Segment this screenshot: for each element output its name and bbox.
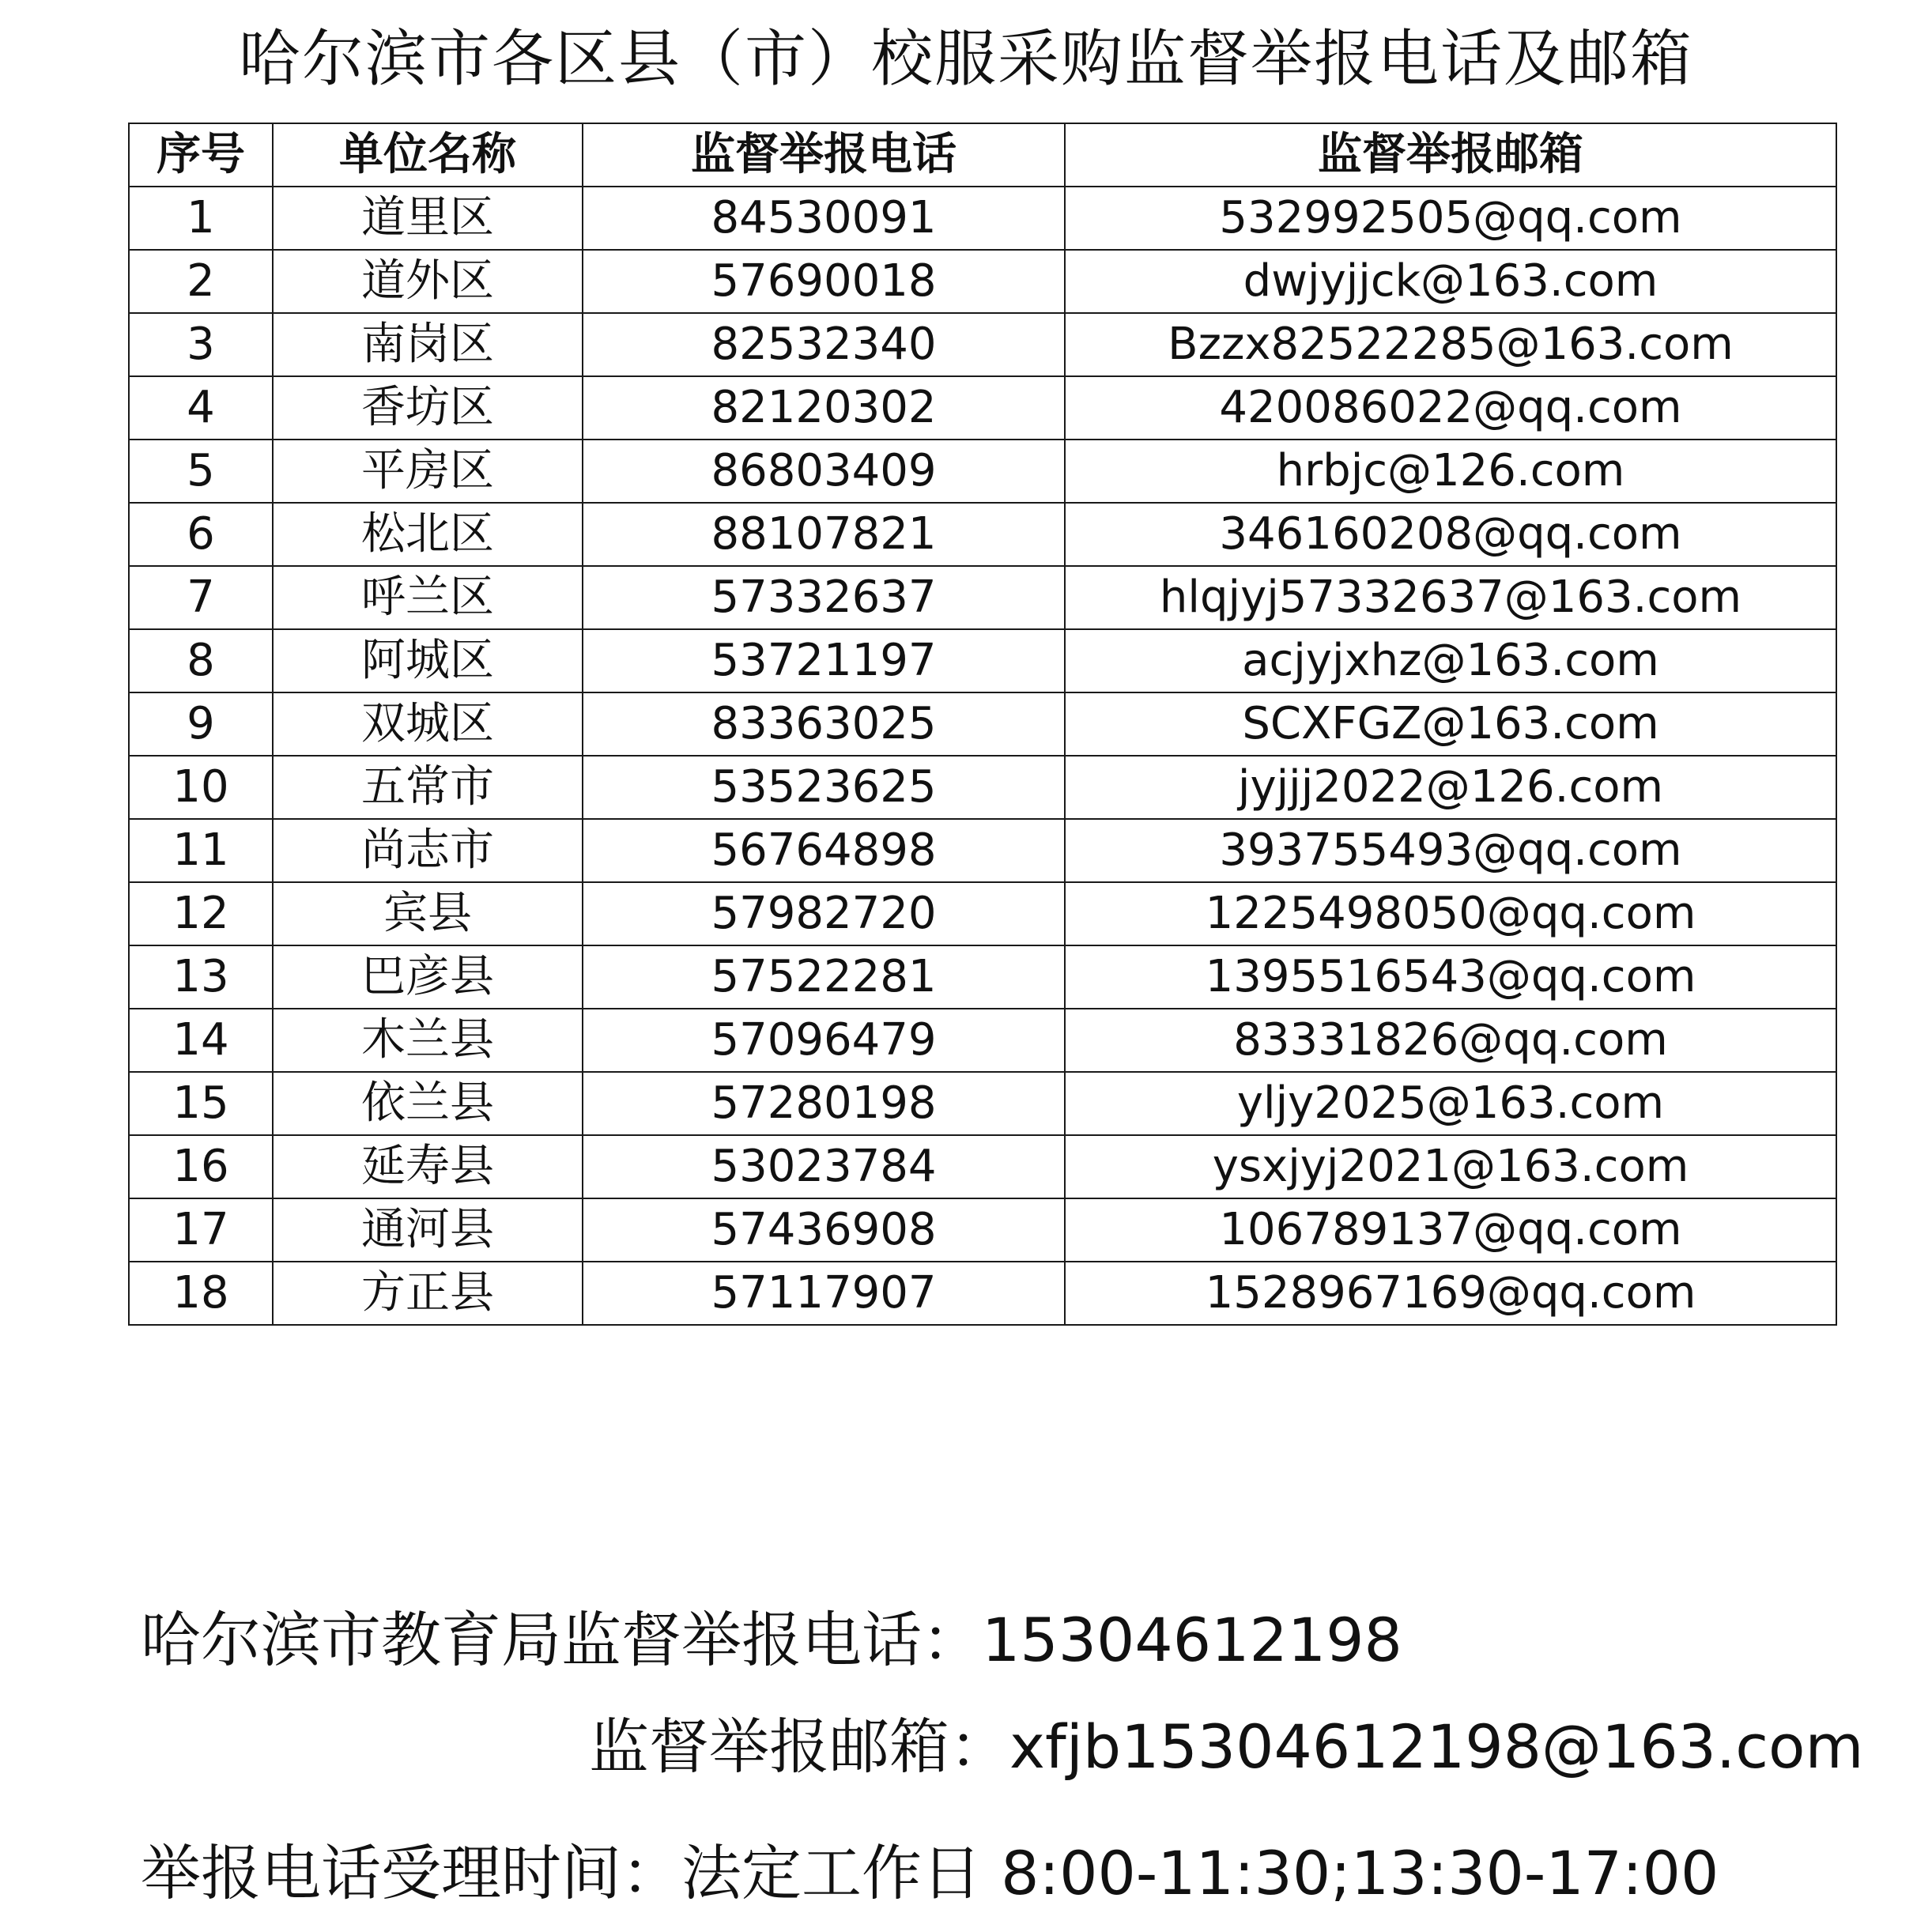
- cell-no: 7: [129, 566, 273, 629]
- cell-unit: 方正县: [273, 1262, 583, 1325]
- cell-unit: 松北区: [273, 503, 583, 566]
- header-no: 序号: [129, 123, 273, 187]
- cell-email: hlqjyj57332637@163.com: [1065, 566, 1836, 629]
- cell-unit: 通河县: [273, 1198, 583, 1262]
- cell-no: 17: [129, 1198, 273, 1262]
- table-row: [129, 692, 1836, 756]
- cell-no: 8: [129, 629, 273, 692]
- cell-no: 4: [129, 376, 273, 440]
- hotline-hours-value: 法定工作日 8:00-11:30;13:30-17:00: [681, 1838, 1719, 1908]
- header-phone: 监督举报电话: [583, 123, 1065, 187]
- table-row: [129, 440, 1836, 503]
- cell-email: Bzzx82522285@163.com: [1065, 313, 1836, 376]
- cell-no: 18: [129, 1262, 273, 1325]
- page-title: 哈尔滨市各区县（市）校服采购监督举报电话及邮箱: [238, 24, 1693, 95]
- cell-email: 532992505@qq.com: [1065, 187, 1836, 250]
- cell-no: 13: [129, 945, 273, 1009]
- cell-no: 9: [129, 692, 273, 756]
- cell-email: jyjjj2022@126.com: [1065, 756, 1836, 819]
- cell-unit: 道里区: [273, 187, 583, 250]
- table-row: [129, 629, 1836, 692]
- cell-unit: 延寿县: [273, 1135, 583, 1198]
- cell-no: 11: [129, 819, 273, 882]
- cell-phone: 86803409: [583, 440, 1065, 503]
- header-unit: 单位名称: [273, 123, 583, 187]
- hotline-hours-label: 举报电话受理时间：: [141, 1838, 681, 1908]
- bureau-phone-line: [141, 1601, 1402, 1680]
- table-row: [129, 376, 1836, 440]
- table-header-row: [129, 123, 1836, 187]
- cell-email: 1395516543@qq.com: [1065, 945, 1836, 1009]
- cell-no: 10: [129, 756, 273, 819]
- cell-no: 16: [129, 1135, 273, 1198]
- table-row: [129, 566, 1836, 629]
- header-email: 监督举报邮箱: [1065, 123, 1836, 187]
- cell-unit: 双城区: [273, 692, 583, 756]
- cell-phone: 82532340: [583, 313, 1065, 376]
- table-row: [129, 882, 1836, 945]
- cell-unit: 巴彦县: [273, 945, 583, 1009]
- cell-unit: 呼兰区: [273, 566, 583, 629]
- cell-unit: 五常市: [273, 756, 583, 819]
- bureau-email-line: [589, 1707, 1864, 1787]
- cell-phone: 53523625: [583, 756, 1065, 819]
- table-row: [129, 945, 1836, 1009]
- cell-no: 1: [129, 187, 273, 250]
- cell-unit: 阿城区: [273, 629, 583, 692]
- cell-unit: 平房区: [273, 440, 583, 503]
- table-row: [129, 819, 1836, 882]
- cell-no: 6: [129, 503, 273, 566]
- cell-email: 346160208@qq.com: [1065, 503, 1836, 566]
- cell-email: yljy2025@163.com: [1065, 1072, 1836, 1135]
- bureau-phone-value: 15304612198: [982, 1605, 1402, 1675]
- cell-email: hrbjc@126.com: [1065, 440, 1836, 503]
- cell-phone: 57332637: [583, 566, 1065, 629]
- table-row: [129, 187, 1836, 250]
- table-row: [129, 1135, 1836, 1198]
- cell-no: 12: [129, 882, 273, 945]
- cell-phone: 88107821: [583, 503, 1065, 566]
- cell-phone: 57280198: [583, 1072, 1065, 1135]
- cell-email: 393755493@qq.com: [1065, 819, 1836, 882]
- table-row: [129, 250, 1836, 313]
- cell-no: 5: [129, 440, 273, 503]
- cell-phone: 84530091: [583, 187, 1065, 250]
- cell-no: 15: [129, 1072, 273, 1135]
- cell-phone: 57690018: [583, 250, 1065, 313]
- cell-email: SCXFGZ@163.com: [1065, 692, 1836, 756]
- cell-phone: 57096479: [583, 1009, 1065, 1072]
- cell-email: 1528967169@qq.com: [1065, 1262, 1836, 1325]
- cell-phone: 57117907: [583, 1262, 1065, 1325]
- cell-email: 1225498050@qq.com: [1065, 882, 1836, 945]
- cell-email: 420086022@qq.com: [1065, 376, 1836, 440]
- table-row: [129, 756, 1836, 819]
- table-row: [129, 1072, 1836, 1135]
- cell-email: acjyjxhz@163.com: [1065, 629, 1836, 692]
- cell-no: 3: [129, 313, 273, 376]
- bureau-email-label: 监督举报邮箱：: [589, 1711, 1009, 1782]
- report-table: [128, 123, 1837, 1326]
- cell-phone: 82120302: [583, 376, 1065, 440]
- bureau-phone-label: 哈尔滨市教育局监督举报电话：: [141, 1605, 982, 1675]
- cell-unit: 道外区: [273, 250, 583, 313]
- table-row: [129, 1198, 1836, 1262]
- cell-email: ysxjyj2021@163.com: [1065, 1135, 1836, 1198]
- cell-unit: 宾县: [273, 882, 583, 945]
- table-body: [129, 187, 1836, 1325]
- cell-phone: 57982720: [583, 882, 1065, 945]
- cell-phone: 83363025: [583, 692, 1065, 756]
- cell-no: 14: [129, 1009, 273, 1072]
- cell-no: 2: [129, 250, 273, 313]
- cell-email: dwjyjjck@163.com: [1065, 250, 1836, 313]
- cell-email: 83331826@qq.com: [1065, 1009, 1836, 1072]
- bureau-email-value: xfjb15304612198@163.com: [1009, 1711, 1864, 1782]
- cell-unit: 南岗区: [273, 313, 583, 376]
- table-row: [129, 503, 1836, 566]
- cell-unit: 木兰县: [273, 1009, 583, 1072]
- cell-phone: 57522281: [583, 945, 1065, 1009]
- cell-phone: 53023784: [583, 1135, 1065, 1198]
- cell-unit: 依兰县: [273, 1072, 583, 1135]
- cell-phone: 57436908: [583, 1198, 1065, 1262]
- table-row: [129, 313, 1836, 376]
- cell-unit: 尚志市: [273, 819, 583, 882]
- cell-email: 106789137@qq.com: [1065, 1198, 1836, 1262]
- cell-phone: 56764898: [583, 819, 1065, 882]
- table-row: [129, 1262, 1836, 1325]
- table-row: [129, 1009, 1836, 1072]
- cell-unit: 香坊区: [273, 376, 583, 440]
- cell-phone: 53721197: [583, 629, 1065, 692]
- hotline-hours-line: [141, 1834, 1719, 1913]
